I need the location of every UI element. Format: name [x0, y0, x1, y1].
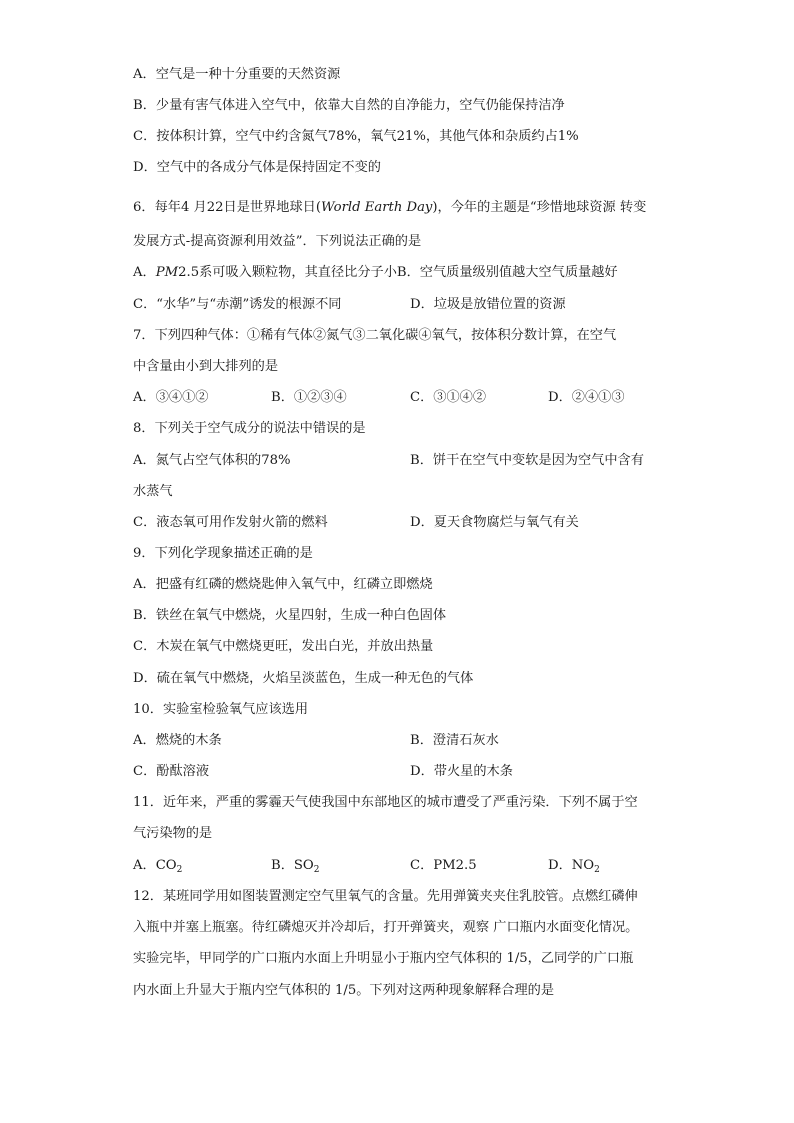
q8-stem: 8．下列关于空气成分的说法中错误的是: [133, 421, 366, 436]
q7-option-d: D．②④①③: [548, 390, 625, 405]
q9-stem: 9．下列化学现象描述正确的是: [133, 546, 313, 561]
q11-stem-line2: 气污染物的是: [133, 826, 213, 841]
q5-option-c: C．按体积计算，空气中约含氮气78%，氧气21%，其他气体和杂质约占1%: [133, 129, 579, 144]
q9-option-c: C．木炭在氧气中燃烧更旺，发出白光，并放出热量: [133, 639, 434, 654]
q8-option-d: D．夏天食物腐烂与氧气有关: [410, 515, 579, 530]
q12-stem-line1: 12．某班同学用如图装置测定空气里氧气的含量。先用弹簧夹夹住乳胶管。点燃红磷伸: [133, 889, 638, 904]
q6-stem-line1: 6．每年4 月22日是世界地球日(World Earth Day)，今年的主题是“珍惜地球资源 转变: [133, 200, 647, 215]
q7-option-a: A．③④①②: [133, 390, 209, 405]
q10-option-b: B．澄清石灰水: [410, 733, 499, 748]
q7-stem-line1: 7．下列四种气体：①稀有气体②氮气③二氧化碳④氧气，按体积分数计算，在空气: [133, 328, 617, 343]
q11-option-d: D．$NO_2$: [548, 858, 600, 875]
q5-option-a: A．空气是一种十分重要的天然资源: [133, 67, 341, 82]
q6-english-name: World Earth Day: [320, 200, 433, 215]
q11-option-a: A．$CO_2$: [133, 858, 183, 875]
q10-option-a: A．燃烧的木条: [133, 733, 222, 748]
q7-option-b: B．①②③④: [271, 390, 347, 405]
q6-option-c: C．“水华”与“赤潮”诱发的根源不同: [133, 297, 342, 312]
q11-option-b: B．$SO_2$: [271, 858, 320, 875]
q5-option-b: B．少量有害气体进入空气中，依靠大自然的自净能力，空气仍能保持洁净: [133, 98, 565, 113]
q10-stem: 10．实验室检验氧气应该选用: [133, 702, 309, 717]
q6-option-a-b: A．PM2.5系可吸入颗粒物，其直径比分子小B．空气质量级别值越大空气质量越好: [133, 265, 618, 280]
q6-stem-line2: 发展方式-提高资源利用效益”．下列说法正确的是: [133, 234, 422, 249]
q12-stem-line2: 入瓶中并塞上瓶塞。待红磷熄灭并冷却后，打开弹簧夹，观察 广口瓶内水面变化情况。: [133, 920, 639, 935]
q9-option-b: B．铁丝在氧气中燃烧，火星四射，生成一种白色固体: [133, 608, 447, 623]
q8-option-b-line1: B．饼干在空气中变软是因为空气中含有: [410, 453, 644, 468]
q5-option-d: D．空气中的各成分气体是保持固定不变的: [133, 160, 381, 175]
q6-option-d: D．垃圾是放错位置的资源: [410, 297, 566, 312]
q7-option-c: C．③①④②: [410, 390, 487, 405]
q12-stem-line4: 内水面上升显大于瓶内空气体积的 1/5。下列对这两种现象解释合理的是: [133, 983, 555, 998]
q10-option-d: D．带火星的木条: [410, 764, 513, 779]
q7-stem-line2: 中含量由小到大排列的是: [133, 359, 279, 374]
q8-option-a: A．氮气占空气体积的78%: [133, 453, 291, 468]
q11-stem-line1: 11．近年来，严重的雾霾天气使我国中东部地区的城市遭受了严重污染．下列不属于空: [133, 795, 638, 810]
q9-option-a: A．把盛有红磷的燃烧匙伸入氧气中，红磷立即燃烧: [133, 577, 433, 592]
q8-option-b-line2: 水蒸气: [133, 484, 173, 499]
q10-option-c: C．酚酞溶液: [133, 764, 210, 779]
q8-option-c: C．液态氧可用作发射火箭的燃料: [133, 515, 328, 530]
q11-option-c: C．PM2.5: [410, 858, 477, 873]
q12-stem-line3: 实验完毕，甲同学的广口瓶内水面上升明显小于瓶内空气体积的 1/5，乙同学的广口瓶: [133, 951, 634, 966]
q9-option-d: D．硫在氧气中燃烧，火焰呈淡蓝色，生成一种无色的气体: [133, 671, 474, 686]
